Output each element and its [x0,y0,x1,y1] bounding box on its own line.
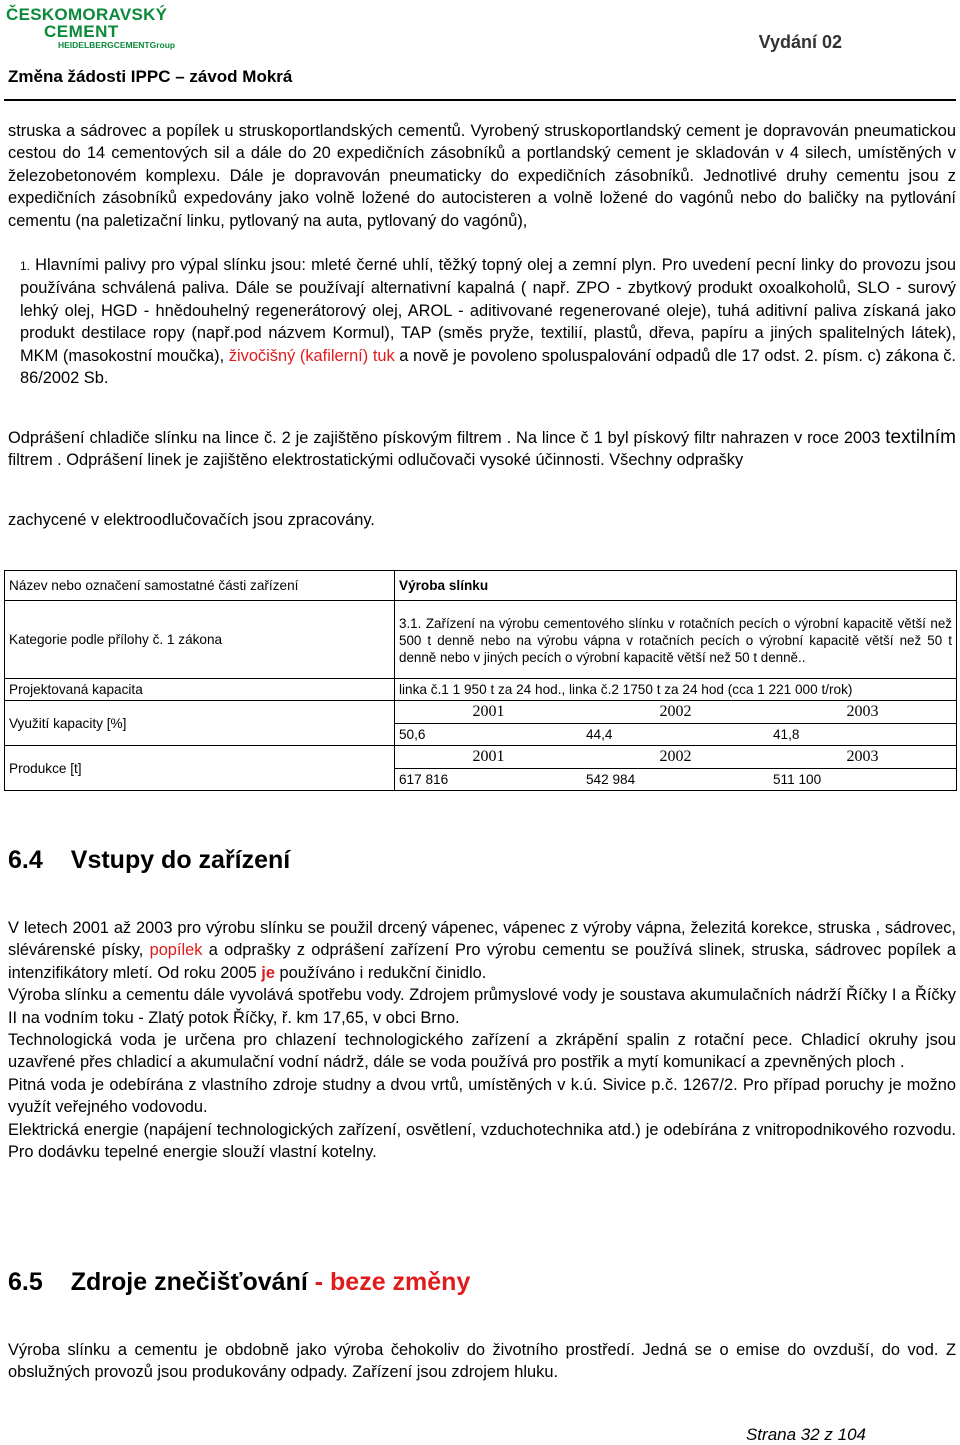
table-cell-label: Název nebo označení samostatné části zařízení [5,571,395,601]
intro-paragraph [8,120,956,232]
section-number: 6.5 [8,1268,43,1296]
list-number: 1. [20,259,31,273]
pollution-text: Výroba slínku a cementu je obdobně jako výroba čehokoliv do životního prostředí. Jedná se o emise do ovzduší, do vod. Z obslužných provozů jsou produkovány odpady. Zařízení jsou zdrojem hluku. [8,1341,956,1382]
dedusting-text-b: filtrem . Odprášení linek je zajištěno elektrostatickými odlučovači vysoké účinnosti. Všechny odprašky [8,451,744,470]
table-cell-value: Výroba slínku [395,571,957,601]
year-cell: 2002 [659,748,692,765]
table-cell-label: Produkce [t] [5,746,395,791]
dedusting-text-a: Odprášení chladiče slínku na lince č. 2 je zajištěno pískovým filtrem . Na lince č 1 byl pískový filtr nahrazen v roce 2003 [8,429,886,447]
fuel-text-b: a nově je povoleno spoluspalování odpadů dle 17 odst. 2. písm. c) zákona č. 86/2002 Sb. [20,346,956,388]
edition-label: Vydání 02 [758,32,842,52]
section-heading-6-4 [8,846,290,875]
table-cell-value: linka č.1 1 950 t za 24 hod., linka č.2 1750 t za 24 hod (cca 1 221 000 t/rok) [395,679,957,701]
table-row [5,746,957,791]
intro-text-a: struska a sádrovec a popílek u struskoportlandských cementů. Vyrobený struskoportlandský cement je dopravován pneumatickou cestou do 14 cementových sil a dále do 20 expedičních zásobníků a portlandský cement je skladován v 4 silech, umístěných v železobetonovém komplexu. [8,122,956,185]
table-cell-value: 3.1. Zařízení na výrobu cementového slínku v rotačních pecích o výrobní kapacitě větší než 500 t denně nebo na výrobu vápna v rotačních pecích o výrobní kapacitě větší než 50 t denně nebo v jiných pecích o výrobní kapacitě větší než 50 t denně.. [395,601,957,679]
table-row [5,701,957,746]
production-cell: 617 816 [399,772,449,787]
table-row [5,601,957,679]
section-heading-6-5 [8,1268,470,1297]
table-cell-value [395,701,957,746]
inputs-text-b: a odprašky z odprášení zařízení Pro výrobu cementu se používá slinek, struska, sádrovec popílek a intenzifikátory mletí. Od roku 2005 [8,941,956,982]
pollution-paragraph [8,1339,956,1384]
intro-text-c: Jednotlivé druhy cementu jsou z expedičních zásobníků expedovány jako volně ložené do autocisteren a volně ložené do vagónů nebo do baličky na pytlování cementu (na paletizační linku, pytlovaný na auta, pytlovaný do vagónů), [8,166,956,230]
fuel-text-red: živočišný (kafilerní) tuk [228,346,395,365]
fuel-list-item [8,254,956,389]
section-number: 6.4 [8,846,43,874]
year-cell: 2003 [846,748,879,765]
section-title-red: - beze změny [307,1268,471,1296]
production-cell: 542 984 [586,772,636,787]
section-title: Zdroje znečišťování [70,1268,308,1296]
collected-dust-paragraph [8,509,956,531]
collected-dust-text: zachycené v elektroodlučovačích jsou zpracovány. [8,511,375,529]
tech-water-paragraph: Technologická voda je určena pro chlazení technologického zařízení a zkrápění spalin z rotační pece. Chladicí okruhy jsou uzavřené přes chladicí a akumulační vodní nádrž, dále se voda používá pro postřik a mytí komunikací a zpevněných ploch . [8,1031,956,1072]
company-logo [6,6,182,50]
table-row [5,571,957,601]
section-title: Vstupy do zařízení [70,846,291,874]
logo-text-line2: CEMENT [44,22,119,41]
year-cell: 2002 [659,703,692,720]
page-number: Strana 32 z 104 [745,1425,866,1444]
year-cell: 2001 [472,703,505,720]
table-cell-label: Využití kapacity [%] [5,701,395,746]
electricity-paragraph: Elektrická energie (napájení technologických zařízení, osvětlení, vzduchotechnika atd.) je odebírána z vnitropodnikového rozvodu. Pro dodávku tepelné energie slouží vlastní kotelny. [8,1120,956,1162]
utilization-cell: 44,4 [586,727,613,742]
utilization-cell: 50,6 [399,727,426,742]
inputs-text-red: popílek [149,941,203,960]
inputs-text-c: používáno i redukční činidlo. [274,963,487,982]
year-cell: 2003 [846,703,879,720]
logo-text-line3: HEIDELBERGCEMENTGroup [58,40,176,50]
document-title: Změna žádosti IPPC – závod Mokrá [8,67,293,86]
fuel-text-a: Hlavními palivy pro výpal slínku jsou: mleté černé uhlí, těžký topný olej a zemní plyn. Pro uvedení pecní linky do provozu jsou používána schválená paliva. Dále se používají alternativní kapalná ( např. ZPO - zbytkový produkt oxoalkoholů, SLO - surový lehký olej, HGD - hnědouhelný regenerátorový olej, AROL - aditivované regenerované oleje), tuhá aditivní paliva získaná jako produkt destilace ropy (např.pod názvem Kormul), TAP (směs pryže, textilií, plastů, dřeva, papíru a jiných spalitelných látek), MKM (masokostní moučka), [20,256,956,365]
inputs-text-red2: je [261,963,275,982]
inputs-text-a: V letech 2001 až 2003 pro výrobu slínku se použil drcený vápenec, vápenec z výroby vápna, železitá korekce, struska , sádrovec, slévárenské písky, [8,919,956,960]
drinking-water-paragraph: Pitná voda je odebírána z vlastního zdroje studny a dvou vrtů, umístěných v k.ú. Sivice p.č. 1267/2. Pro případ poruchy je možno využít veřejného vodovodu. [8,1075,956,1117]
year-cell: 2001 [472,748,505,765]
table-cell-value [395,746,957,791]
dedusting-paragraph [8,427,956,472]
production-cell: 511 100 [773,772,822,787]
table-cell-label: Projektovaná kapacita [5,679,395,701]
water-paragraph: Výroba slínku a cementu dále vyvolává spotřebu vody. Zdrojem průmyslové vody je soustava akumulačních nádrží Říčky I a Říčky II na vodním toku - Zlatý potok Říčky, ř. km 17,65, v obci Brno. [8,986,956,1027]
logo-text-line1: ČESKOMORAVSKÝ [6,5,168,24]
dedusting-text-big: textilním [885,427,956,448]
inputs-paragraph [8,917,956,1163]
intro-text-b: Dále je dopravován pneumaticky do expedičních zásobníků. [229,166,694,185]
utilization-cell: 41,8 [773,727,800,742]
header-divider [4,99,956,101]
table-cell-label: Kategorie podle přílohy č. 1 zákona [5,601,395,679]
installation-table [4,570,957,791]
table-row [5,679,957,701]
